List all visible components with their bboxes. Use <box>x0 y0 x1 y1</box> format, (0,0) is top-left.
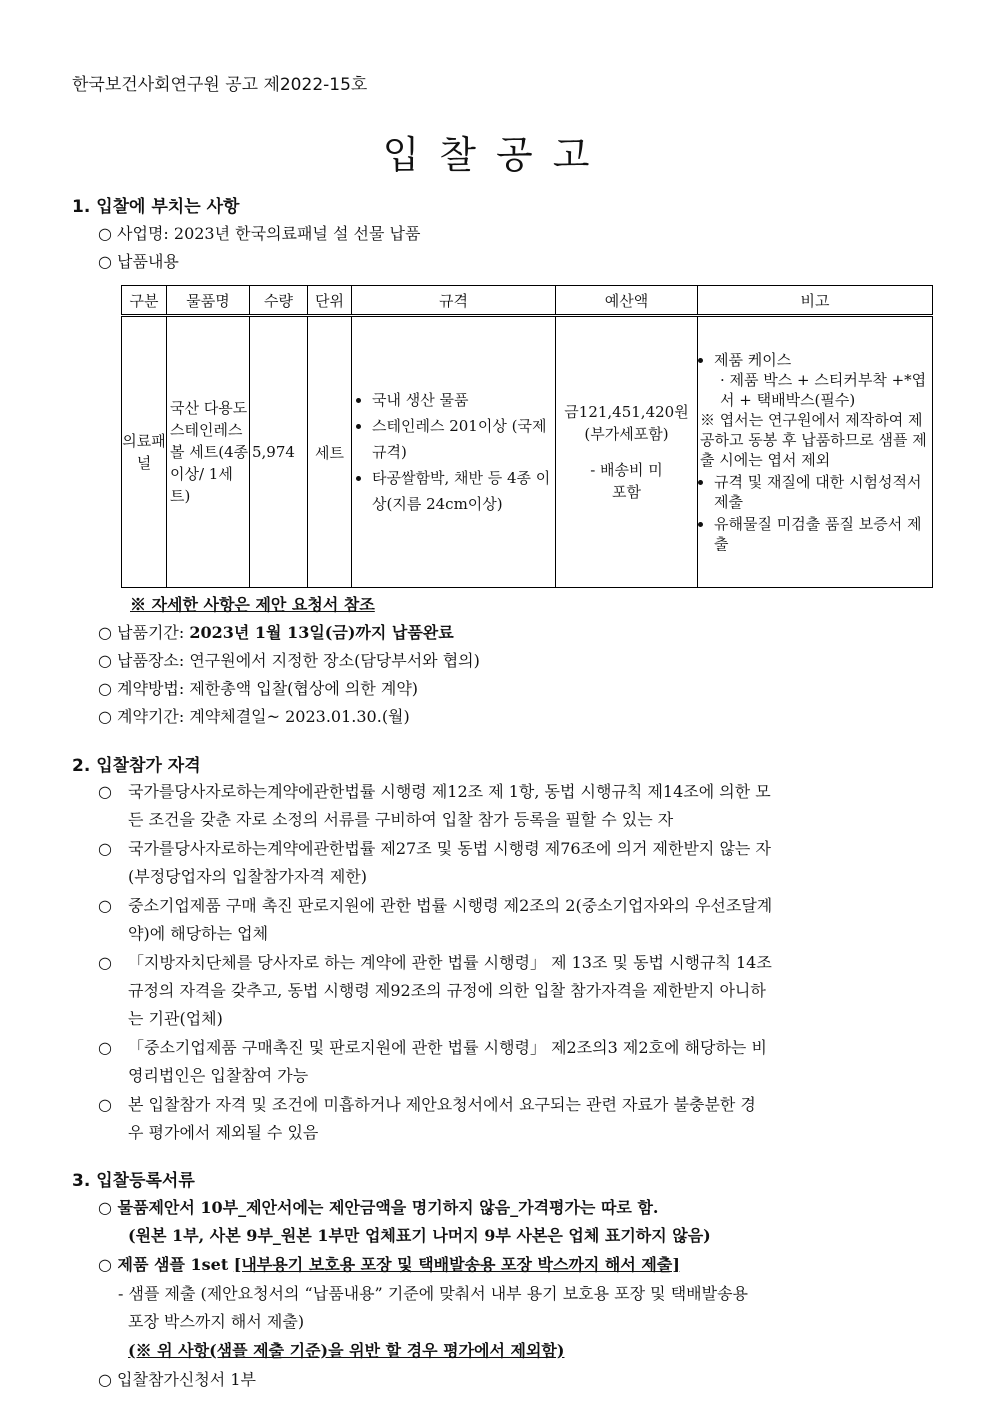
note-item: • 유해물질 미검출 품질 보증서 제출 <box>714 514 932 554</box>
header-unit: 단위 <box>308 286 352 316</box>
qualification-item-cont: 는 기관(업체) <box>128 1009 223 1028</box>
delivery-period-value: 2023년 1월 13일(금)까지 납품완료 <box>189 623 454 642</box>
cell-quantity: 5,974 <box>250 316 308 588</box>
note-case: • 제품 케이스 <box>714 351 792 369</box>
delivery-table <box>121 285 933 588</box>
spec-item: • 스테인레스 201이상 (국제규격) <box>372 413 555 465</box>
proposal-detail: (원본 1부, 사본 9부_원본 1부만 업체표기 나머지 9부 사본은 업체 표기하지 않음) <box>128 1226 711 1245</box>
page-title: 입찰공고 <box>382 133 610 177</box>
delivery-contents-label: ○ 납품내용 <box>98 252 179 271</box>
spec-item: • 타공쌀함박, 채반 등 4종 이상(지름 24cm이상) <box>372 465 555 517</box>
shipping-note: - 배송비 미포함 <box>590 461 663 501</box>
qualification-item: ○ 「중소기업제품 구매촉진 및 판로지원에 관한 법률 시행령」 제2조의3 제2호에 해당하는 비 <box>98 1038 767 1057</box>
qualification-item: ○ 국가를당사자로하는계약에관한법률 시행령 제12조 제 1항, 동법 시행규칙 제14조에 의한 모 <box>98 782 771 801</box>
cell-spec <box>352 316 556 588</box>
proposal-documents: ○ 물품제안서 10부_제안서에는 제안금액을 명기하지 않음_가격평가는 따로 함. <box>98 1198 659 1217</box>
sample-detail: - 샘플 제출 (제안요청서의 “납품내용” 기준에 맞춰서 내부 용기 보호용 포장 및 택배발송용 <box>118 1284 748 1303</box>
header-spec: 규격 <box>352 286 556 316</box>
section-1-heading: 1. 입찰에 부치는 사항 <box>72 197 240 217</box>
spec-item: • 국내 생산 물품 <box>372 387 555 413</box>
note-case-detail: · 제품 박스 + 스티커부착 +*엽서 + 택배박스(필수) <box>720 371 927 409</box>
note-item: • 규격 및 재질에 대한 시험성적서 제출 <box>714 472 932 512</box>
header-quantity: 수량 <box>250 286 308 316</box>
header-category: 구분 <box>122 286 167 316</box>
header-notes: 비고 <box>698 286 933 316</box>
qualification-item-cont: 영리법인은 입찰참여 가능 <box>128 1066 309 1085</box>
qualification-item-cont: (부정당업자의 입찰참가자격 제한) <box>128 867 368 886</box>
qualification-item: ○ 「지방자치단체를 당사자로 하는 계약에 관한 법률 시행령」 제 13조 및 동법 시행규칙 14조 <box>98 953 772 972</box>
qualification-item-cont: 든 조건을 갖춘 자로 소정의 서류를 구비하여 입찰 참가 등록을 필할 수 있는 자 <box>128 810 674 829</box>
cell-unit: 세트 <box>308 316 352 588</box>
cell-item-name: 국산 다용도 스테인레스 볼 세트(4종 이상/ 1세트) <box>167 316 250 588</box>
note-item <box>700 350 932 470</box>
qualification-item: ○ 국가를당사자로하는계약에관한법률 제27조 및 동법 시행령 제76조에 의거 제한받지 않는 자 <box>98 839 771 858</box>
budget-amount: 금121,451,420원 <box>564 403 689 421</box>
header-item-name: 물품명 <box>167 286 250 316</box>
delivery-period <box>98 620 454 643</box>
project-name: ○ 사업명: 2023년 한국의료패널 설 선물 납품 <box>98 224 421 243</box>
table-row <box>122 316 933 588</box>
sample-detail-cont: 포장 박스까지 해서 제출) <box>128 1312 305 1331</box>
note-postcard: ※ 엽서는 연구원에서 제작하여 제공하고 동봉 후 납품하므로 샘플 제출 시에는 엽서 제외 <box>700 411 927 469</box>
contract-period: ○ 계약기간: 계약체결일~ 2023.01.30.(월) <box>98 707 410 726</box>
table-footnote: ※ 자세한 사항은 제안 요청서 참조 <box>130 595 375 614</box>
qualification-item-cont: 우 평가에서 제외될 수 있음 <box>128 1123 319 1142</box>
application-form: ○ 입찰참가신청서 1부 <box>98 1370 256 1389</box>
delivery-period-label: ○ 납품기간: <box>98 623 190 642</box>
budget-vat-note: (부가세포함) <box>584 425 669 443</box>
contract-method: ○ 계약방법: 제한총액 입찰(협상에 의한 계약) <box>98 679 419 698</box>
sample-warning: (※ 위 사항(샘플 제출 기준)을 위반 할 경우 평가에서 제외함) <box>128 1341 565 1360</box>
section-2-heading: 2. 입찰참가 자격 <box>72 756 201 776</box>
cell-notes <box>698 316 933 588</box>
header-budget: 예산액 <box>556 286 698 316</box>
qualification-item: ○ 중소기업제품 구매 촉진 판로지원에 관한 법률 시행령 제2조의 2(중소기업자와의 우선조달계 <box>98 896 773 915</box>
sample-requirement: ○ 제품 샘플 1set [내부용기 보호용 포장 및 택배발송용 포장 박스까지 해서 제출] <box>98 1255 680 1274</box>
cell-budget <box>556 316 698 588</box>
cell-category: 의료패널 <box>122 316 167 588</box>
notice-number: 한국보건사회연구원 공고 제2022-15호 <box>72 75 368 95</box>
qualification-item: ○ 본 입찰참가 자격 및 조건에 미흡하거나 제안요청서에서 요구되는 관련 자료가 불충분한 경 <box>98 1095 756 1114</box>
delivery-place: ○ 납품장소: 연구원에서 지정한 장소(담당부서와 협의) <box>98 651 480 670</box>
qualification-item-cont: 규정의 자격을 갖추고, 동법 시행령 제92조의 규정에 의한 입찰 참가자격을 제한받지 아니하 <box>128 981 766 1000</box>
table-header-row <box>122 286 933 316</box>
qualification-item-cont: 약)에 해당하는 업체 <box>128 924 269 943</box>
section-3-heading: 3. 입찰등록서류 <box>72 1171 195 1191</box>
